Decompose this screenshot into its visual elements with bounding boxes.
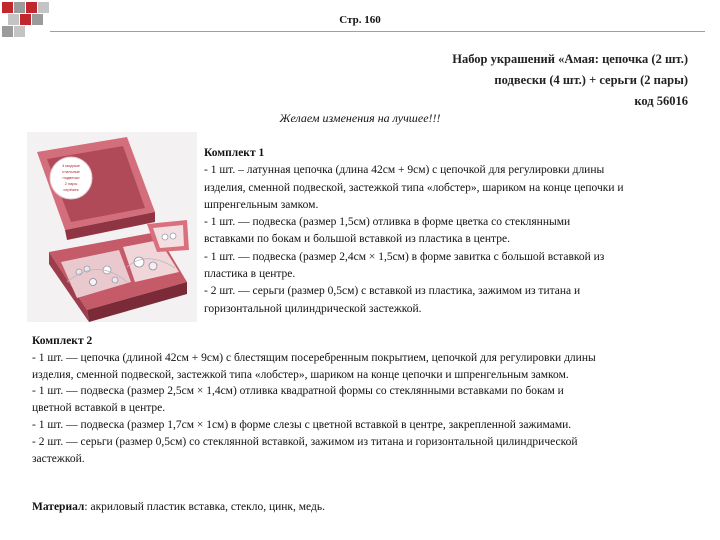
kit2-line: - 1 шт. — подвеска (размер 1,7см × 1см) в форме слезы с цветной вставкой в центре, закрепленной зажимами. (32, 418, 572, 431)
page-number: Стр. 160 (339, 14, 381, 26)
sticker-line: 2 пары (64, 181, 78, 186)
kit1-line: пластика в центре. (204, 268, 296, 281)
header-divider (50, 31, 705, 32)
sticker-line: 4 модные (62, 163, 80, 168)
kit1-line: изделия, сменной подвеской, застежкой типа «лобстер», шариком на конце цепочки и (204, 181, 624, 194)
kit2-line: застежкой. (32, 452, 85, 465)
kit2-section (32, 333, 694, 467)
kit1-heading: Комплект 1 (204, 147, 265, 159)
sticker-line: серёжек (63, 187, 79, 192)
subtitle: Желаем изменения на лучшее!!! (279, 111, 441, 125)
title-line: подвески (4 шт.) + серьги (2 пары) (494, 73, 688, 87)
kit1-line: - 2 шт. — серьги (размер 0,5см) с вставкой из пластика, зажимом из титана и (204, 285, 581, 298)
kit2-line: изделия, сменной подвеской, застежкой типа «лобстер», шариком на конце цепочки и шпренгельным замком. (32, 368, 569, 381)
kit1-line: - 1 шт. — подвеска (размер 2,4см × 1,5см) в форме завитка с большой вставкой из (204, 250, 605, 263)
title-line: код 56016 (634, 94, 688, 108)
kit1-section (204, 145, 694, 318)
kit2-line: - 2 шт. — серьги (размер 0,5см) со стеклянной вставкой, зажимом из титана и горизонтальной цилиндрической (32, 435, 578, 448)
kit2-line: цветной вставкой в центре. (32, 402, 166, 415)
sticker-line: стильные (62, 169, 80, 174)
material-label: Материал (32, 501, 85, 513)
kit2-heading: Комплект 2 (32, 335, 93, 347)
kit1-line: шпренгельным замком. (204, 198, 319, 211)
kit1-line: горизонтальной цилиндрической застежкой. (204, 302, 422, 315)
kit1-line: вставками по бокам и большой вставкой из пластика в центре. (204, 233, 510, 246)
kit1-line: - 1 шт. – латунная цепочка (длина 42см + 9см) с цепочкой для регулировки длины (204, 164, 605, 177)
material-line (32, 499, 694, 515)
kit2-line: - 1 шт. — цепочка (длиной 42см + 9см) с блестящим посеребренным покрытием, цепочкой для регулировки длины (32, 351, 596, 364)
title-line: Набор украшений «Амая: цепочка (2 шт.) (452, 52, 688, 66)
material-text: : акриловый пластик вставка, стекло, цинк, медь. (84, 501, 325, 513)
kit1-line: - 1 шт. — подвеска (размер 1,5см) отливка в форме цветка со стеклянными (204, 216, 571, 229)
product-photo (27, 132, 197, 322)
kit2-line: - 1 шт. — подвеска (размер 2,5см × 1,4см) отливка квадратной формы со стеклянными вставками по бокам и (32, 385, 564, 398)
product-title (268, 49, 688, 112)
sticker-line: подвески (62, 175, 80, 180)
